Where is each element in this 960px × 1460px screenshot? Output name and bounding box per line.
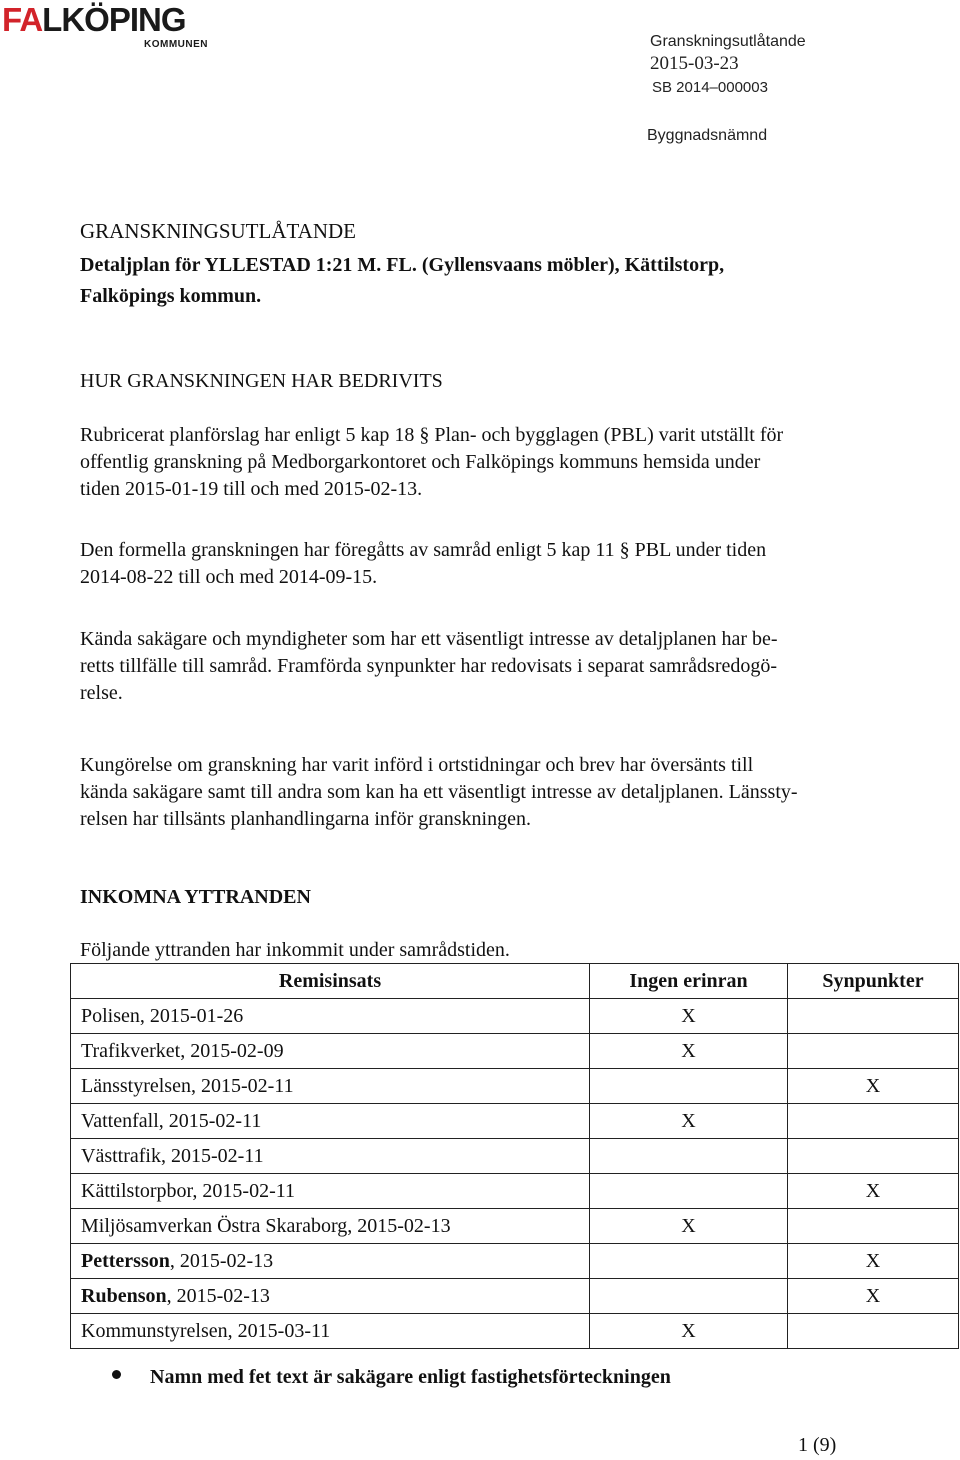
respondent-cell	[71, 1104, 590, 1139]
comments-cell: X	[788, 1279, 959, 1314]
respondent-date: , 2015-02-11	[160, 1144, 264, 1167]
document-title: GRANSKNINGSUTLÅTANDE	[80, 219, 356, 243]
respondent-cell	[71, 1244, 590, 1279]
respondent-date: , 2015-01-26	[139, 1004, 244, 1027]
no-objection-cell	[590, 1279, 788, 1314]
no-objection-cell: X	[590, 1209, 788, 1244]
comments-cell: X	[788, 1244, 959, 1279]
paragraph-line: offentlig granskning på Medborgarkontoret och Falköpings kommuns hemsida under	[80, 451, 761, 473]
paragraph-line: 2014-08-22 till och med 2014-09-15.	[80, 566, 378, 588]
footnote: Namn med fet text är sakägare enligt fastighetsförteckningen	[150, 1366, 671, 1388]
respondent-date: , 2015-02-09	[180, 1039, 284, 1062]
comments-cell: X	[788, 1174, 959, 1209]
respondent-date: , 2015-02-11	[190, 1074, 294, 1097]
respondent-name-landowner: Rubenson	[81, 1284, 167, 1307]
column-header-remisinsats: Remisinsats	[71, 964, 590, 999]
board-name: Byggnadsnämnd	[647, 127, 768, 144]
respondent-date: , 2015-02-13	[166, 1284, 270, 1307]
logo-subtitle: KOMMUNEN	[144, 39, 208, 50]
table-row	[71, 1244, 959, 1279]
no-objection-cell: X	[590, 1104, 788, 1139]
comments-cell	[788, 1104, 959, 1139]
table-row	[71, 1069, 959, 1104]
respondent-name: Kommunstyrelsen	[81, 1319, 228, 1342]
document-subtitle-line2: Falköpings kommun.	[80, 285, 262, 307]
table-row	[71, 999, 959, 1034]
logo-wordmark	[2, 2, 186, 38]
paragraph-line: Kungörelse om granskning har varit införd i ortstidningar och brev har översänts till	[80, 754, 754, 776]
respondent-cell	[71, 1209, 590, 1244]
comments-cell	[788, 1209, 959, 1244]
no-objection-cell: X	[590, 1314, 788, 1349]
respondent-date: , 2015-02-11	[158, 1109, 262, 1132]
table-row	[71, 1139, 959, 1174]
respondent-cell	[71, 1034, 590, 1069]
respondent-name: Västtrafik	[81, 1144, 161, 1167]
paragraph-line: tiden 2015-01-19 till och med 2015-02-13.	[80, 478, 423, 500]
respondent-cell	[71, 1174, 590, 1209]
comments-cell	[788, 1139, 959, 1174]
document-date: 2015-03-23	[650, 53, 739, 74]
falkoping-logo	[2, 1, 217, 50]
document-type: Granskningsutlåtande	[650, 33, 806, 50]
no-objection-cell	[590, 1139, 788, 1174]
column-header-synpunkter: Synpunkter	[788, 964, 959, 999]
paragraph-line: Rubricerat planförslag har enligt 5 kap 18 § Plan- och bygglagen (PBL) varit utställt för	[80, 424, 784, 446]
paragraph-line: relse.	[80, 682, 123, 704]
no-objection-cell: X	[590, 1034, 788, 1069]
statements-table	[70, 963, 959, 1349]
respondent-date: , 2015-03-11	[227, 1319, 331, 1342]
table-row	[71, 1174, 959, 1209]
respondent-name: Kättilstorpbor	[81, 1179, 193, 1202]
column-header-ingen-erinran: Ingen erinran	[590, 964, 788, 999]
table-row	[71, 1209, 959, 1244]
bullet-icon	[112, 1370, 121, 1379]
table-header-row	[71, 964, 959, 999]
no-objection-cell	[590, 1244, 788, 1279]
respondent-name: Trafikverket	[81, 1039, 181, 1062]
respondent-date: , 2015-02-13	[347, 1214, 451, 1237]
paragraph-line: kända sakägare samt till andra som kan ha ett väsentligt intresse av detaljplanen. Länssty-	[80, 781, 798, 803]
respondent-cell	[71, 1139, 590, 1174]
respondent-date: , 2015-02-11	[192, 1179, 295, 1202]
logo-wordmark-rest: LKÖPING	[42, 1, 186, 38]
logo-wordmark-red: FA	[2, 1, 43, 38]
respondent-name: Polisen	[81, 1004, 140, 1027]
respondent-name: Miljösamverkan Östra Skaraborg	[81, 1214, 348, 1237]
paragraph-line: Den formella granskningen har föregåtts av samråd enligt 5 kap 11 § PBL under tiden	[80, 539, 767, 561]
no-objection-cell	[590, 1069, 788, 1104]
paragraph-line: retts tillfälle till samråd. Framförda synpunkter har redovisats i separat samrådsredogö-	[80, 655, 778, 677]
respondent-name-landowner: Pettersson	[81, 1249, 170, 1272]
respondent-name: Vattenfall	[81, 1109, 159, 1132]
comments-cell	[788, 999, 959, 1034]
case-number: SB 2014–000003	[652, 79, 768, 96]
table-row	[71, 1314, 959, 1349]
comments-cell	[788, 1034, 959, 1069]
section-heading-statements: INKOMNA YTTRANDEN	[80, 886, 311, 908]
respondent-cell	[71, 1069, 590, 1104]
table-intro: Följande yttranden har inkommit under samrådstiden.	[80, 939, 510, 961]
paragraph-line: relsen har tillsänts planhandlingarna inför granskningen.	[80, 808, 531, 830]
page-number: 1 (9)	[798, 1434, 837, 1456]
respondent-name: Länsstyrelsen	[81, 1074, 191, 1097]
paragraph-line: Kända sakägare och myndigheter som har ett väsentligt intresse av detaljplanen har be-	[80, 628, 778, 650]
respondent-date: , 2015-02-13	[169, 1249, 274, 1272]
table-row	[71, 1104, 959, 1139]
table-row	[71, 1279, 959, 1314]
respondent-cell	[71, 999, 590, 1034]
comments-cell: X	[788, 1069, 959, 1104]
respondent-cell	[71, 1314, 590, 1349]
table-row	[71, 1034, 959, 1069]
respondent-cell	[71, 1279, 590, 1314]
section-heading-process: HUR GRANSKNINGEN HAR BEDRIVITS	[80, 370, 443, 392]
comments-cell	[788, 1314, 959, 1349]
no-objection-cell	[590, 1174, 788, 1209]
no-objection-cell: X	[590, 999, 788, 1034]
document-subtitle-line1: Detaljplan för YLLESTAD 1:21 M. FL. (Gyllensvaans möbler), Kättilstorp,	[80, 254, 725, 276]
